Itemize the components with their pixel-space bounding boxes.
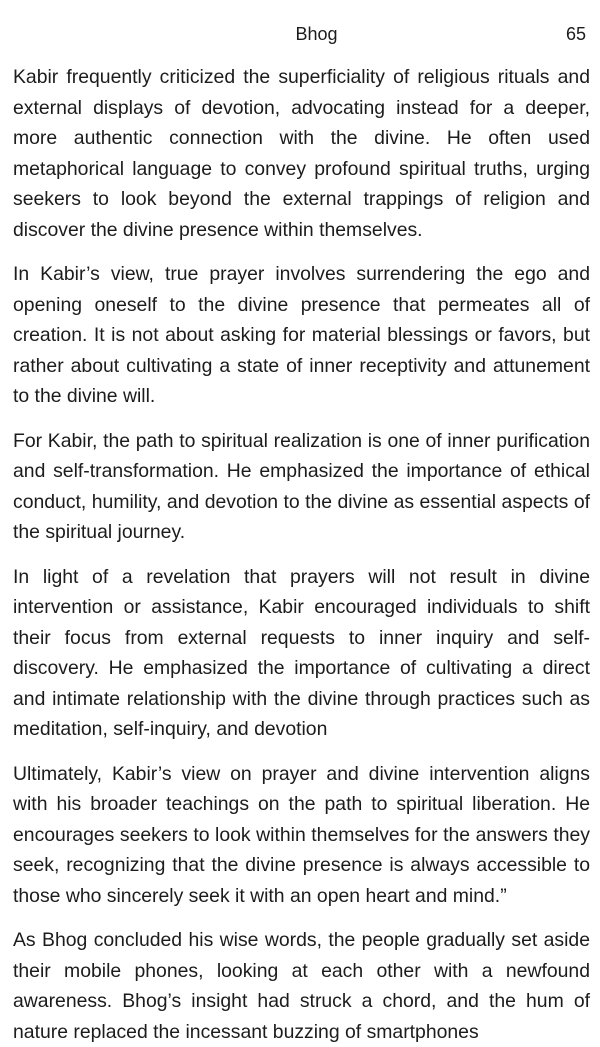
paragraph: In light of a revelation that prayers will not result in divine intervention or assistance, Kabir encouraged individuals to shift their focus from external requests to inner inquiry and self-discovery. He emphasized the importance of cultivating a direct and intimate relationship with the divine through practices such as meditation, self-inquiry, and devotion [13,565,590,740]
paragraph: Kabir frequently criticized the superficiality of religious rituals and external displays of devotion, advocating instead for a deeper, more authentic connection with the divine. He often used metaphorical language to convey profound spiritual truths, urging seekers to look beyond the external trappings of religion and discover the divine presence within themselves. [13,66,590,241]
body-text [13,62,590,1047]
paragraph: In Kabir’s view, true prayer involves surrendering the ego and opening oneself to the divine presence that permeates all of creation. It is not about asking for material blessings or favors, but rather about cultivating a state of inner receptivity and attunement to the divine will. [13,263,590,407]
page-number: 65 [565,24,586,44]
running-header [13,22,590,46]
paragraph: For Kabir, the path to spiritual realization is one of inner purification and self-transformation. He emphasized the importance of ethical conduct, humility, and devotion to the divine as essential aspects of the spiritual journey. [13,429,590,543]
running-title: Bhog [295,24,338,44]
paragraph: As Bhog concluded his wise words, the people gradually set aside their mobile phones, looking at each other with a newfound awareness. Bhog’s insight had struck a chord, and the hum of nature replaced the incessant buzzing of smartphones [13,929,590,1043]
paragraph: Ultimately, Kabir’s view on prayer and divine intervention aligns with his broader teachings on the path to spiritual liberation. He encourages seekers to look within themselves for the answers they seek, recognizing that the divine presence is always accessible to those who sincerely seek it with an open heart and mind.” [13,762,590,907]
